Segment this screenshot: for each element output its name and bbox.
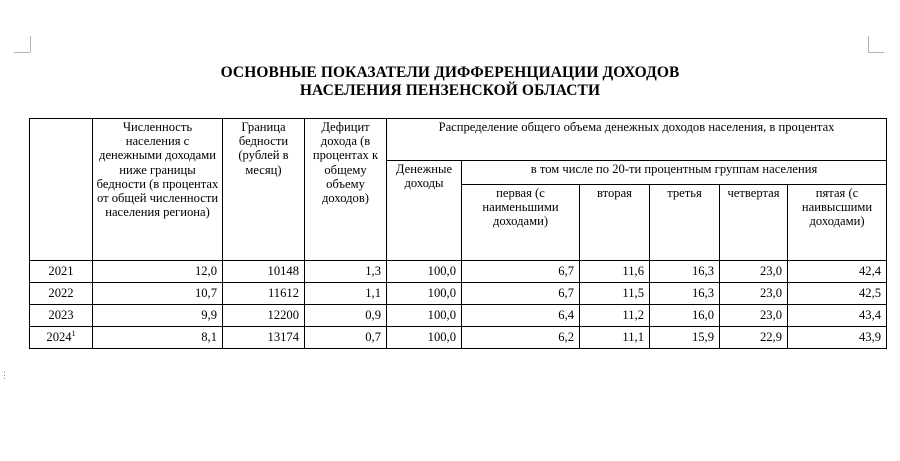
header-income-distribution: Распределение общего объема денежных доходов населения, в процентах (387, 119, 887, 161)
money-income-cell: 100,0 (387, 261, 462, 283)
money-income-cell: 100,0 (387, 327, 462, 349)
table-row (30, 327, 887, 349)
header-income-deficit: Дефицит дохода (в процентах к общему объему доходов) (305, 119, 387, 261)
header-year-empty (30, 119, 93, 261)
group-second-cell: 11,2 (580, 305, 650, 327)
header-group-first: первая (с наименьшими доходами) (462, 185, 580, 261)
table-row (30, 261, 887, 283)
population-cell: 12,0 (93, 261, 223, 283)
group-third-cell: 16,0 (650, 305, 720, 327)
group-fourth-cell: 22,9 (720, 327, 788, 349)
population-cell: 8,1 (93, 327, 223, 349)
footnote-marker: 1 (71, 329, 76, 339)
header-poverty-line: Граница бедности (рублей в месяц) (223, 119, 305, 261)
title-line-1: ОСНОВНЫЕ ПОКАЗАТЕЛИ ДИФФЕРЕНЦИАЦИИ ДОХОДОВ (220, 64, 680, 81)
header-group-third: третья (650, 185, 720, 261)
document-title (0, 64, 900, 100)
group-first-cell: 6,7 (462, 283, 580, 305)
poverty-line-cell: 11612 (223, 283, 305, 305)
group-third-cell: 16,3 (650, 283, 720, 305)
group-third-cell: 16,3 (650, 261, 720, 283)
table-row (30, 283, 887, 305)
year-cell: 2024$^1$ (30, 327, 93, 349)
poverty-line-cell: 12200 (223, 305, 305, 327)
population-cell: 10,7 (93, 283, 223, 305)
margin-handle-icon[interactable]: ⋮ (0, 370, 9, 380)
group-second-cell: 11,6 (580, 261, 650, 283)
year-cell: 2022 (30, 283, 93, 305)
group-fifth-cell: 42,5 (788, 283, 887, 305)
group-fifth-cell: 43,9 (788, 327, 887, 349)
group-second-cell: 11,5 (580, 283, 650, 305)
header-groups-label: в том числе по 20-ти процентным группам населения (462, 161, 887, 185)
group-fourth-cell: 23,0 (720, 305, 788, 327)
year-cell: 2023 (30, 305, 93, 327)
group-fifth-cell: 42,4 (788, 261, 887, 283)
population-cell: 9,9 (93, 305, 223, 327)
header-group-fourth: четвертая (720, 185, 788, 261)
page-corner-mark-top-left (30, 36, 31, 52)
deficit-cell: 1,3 (305, 261, 387, 283)
group-first-cell: 6,4 (462, 305, 580, 327)
poverty-line-cell: 13174 (223, 327, 305, 349)
deficit-cell: 1,1 (305, 283, 387, 305)
header-group-second: вторая (580, 185, 650, 261)
title-line-2: НАСЕЛЕНИЯ ПЕНЗЕНСКОЙ ОБЛАСТИ (299, 82, 601, 99)
money-income-cell: 100,0 (387, 283, 462, 305)
header-group-fifth: пятая (с наивысшими доходами) (788, 185, 887, 261)
page-corner-mark-top-right (868, 36, 869, 52)
group-fifth-cell: 43,4 (788, 305, 887, 327)
header-money-income: Денежные доходы (387, 161, 462, 261)
group-fourth-cell: 23,0 (720, 261, 788, 283)
money-income-cell: 100,0 (387, 305, 462, 327)
deficit-cell: 0,9 (305, 305, 387, 327)
group-third-cell: 15,9 (650, 327, 720, 349)
group-fourth-cell: 23,0 (720, 283, 788, 305)
page-corner-mark-top-right (868, 52, 884, 53)
group-first-cell: 6,7 (462, 261, 580, 283)
income-differentiation-table (29, 118, 887, 349)
table-row (30, 305, 887, 327)
header-population-below-poverty: Численность населения с денежными доходами ниже границы бедности (в процентах от общей численности населения региона) (93, 119, 223, 261)
year-cell: 2021 (30, 261, 93, 283)
poverty-line-cell: 10148 (223, 261, 305, 283)
page-corner-mark-top-left (14, 52, 30, 53)
deficit-cell: 0,7 (305, 327, 387, 349)
group-second-cell: 11,1 (580, 327, 650, 349)
group-first-cell: 6,2 (462, 327, 580, 349)
